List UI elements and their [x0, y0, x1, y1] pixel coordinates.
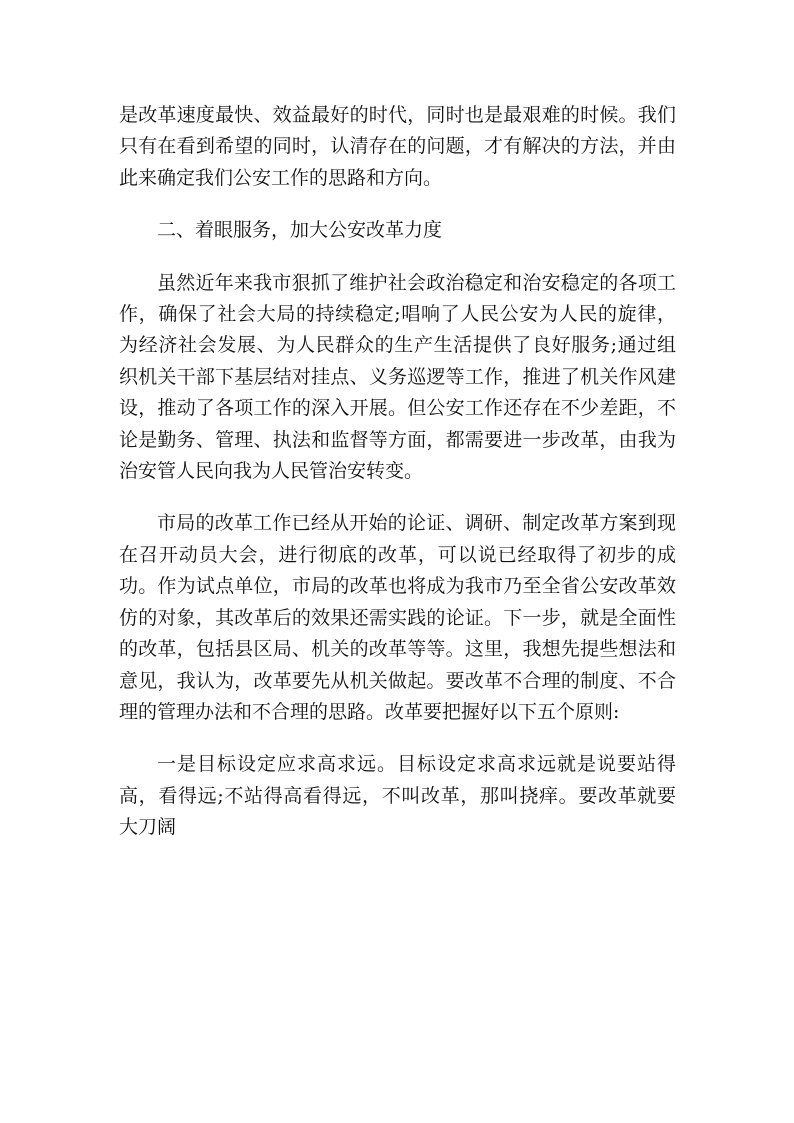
paragraph-reform-progress: 市局的改革工作已经从开始的论证、调研、制定改革方案到现在召开动员大会，进行彻底的改革，可以说已经取得了初步的成功。作为试点单位，市局的改革也将成为我市乃至全省公安改革效仿的对象，其改革后的效果还需实践的论证。下一步，就是全面性的改革，包括县区局、机关的改革等等。这里，我想先提些想法和意见，我认为，改革要先从机关做起。要改革不合理的制度、不合理的管理办法和不合理的思路。改革要把握好以下五个原则: — [119, 512, 676, 723]
paragraph-continuation: 是改革速度最快、效益最好的时代，同时也是最艰难的时候。我们只有在看到希望的同时，认清存在的问题，才有解决的方法，并由此来确定我们公安工作的思路和方向。 — [119, 104, 676, 189]
document-body — [119, 100, 676, 865]
paragraph-principle-one: 一是目标设定应求高求远。目标设定求高求远就是说要站得高，看得远;不站得高看得远，不叫改革，那叫挠痒。要改革就要大刀阔 — [119, 753, 676, 839]
paragraph-stability-work: 虽然近年来我市狠抓了维护社会政治稳定和治安稳定的各项工作，确保了社会大局的持续稳定;唱响了人民公安为人民的旋律，为经济社会发展、为人民群众的生产生活提供了良好服务;通过组织机关干部下基层结对挂点、义务巡逻等工作，推进了机关作风建设，推动了各项工作的深入开展。但公安工作还存在不少差距，不论是勤务、管理、执法和监督等方面，都需要进一步改革，由我为治安管人民向我为人民管治安转变。 — [119, 271, 676, 483]
section-heading: 二、着眼服务，加大公安改革力度 — [157, 219, 443, 242]
